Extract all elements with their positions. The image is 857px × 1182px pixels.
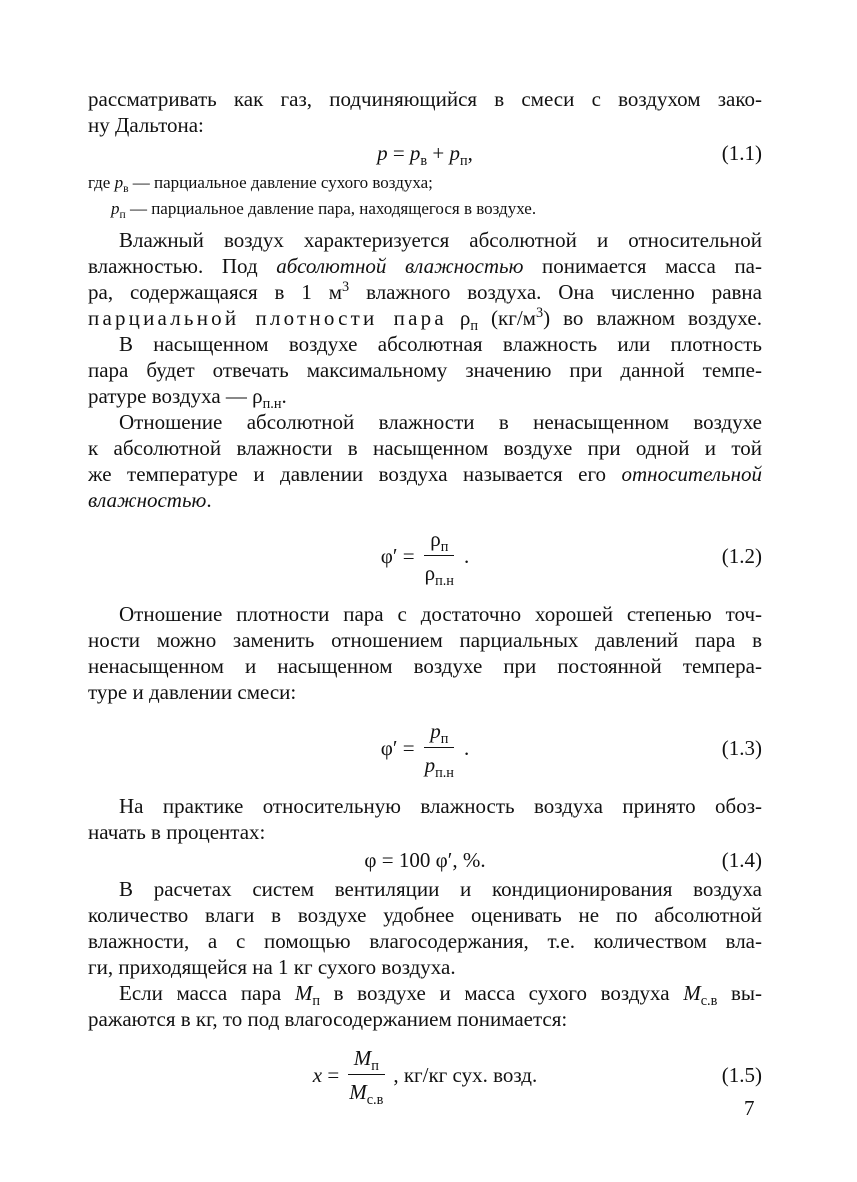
text-line xyxy=(88,253,762,279)
text-run: пара будет отвечать максимальному значению при данной темпе- xyxy=(88,358,762,382)
text-run: Отношение абсолютной влажности в ненасыщенном воздухе xyxy=(119,410,762,434)
text-line xyxy=(88,227,762,253)
subscript: п.н xyxy=(435,764,454,781)
page-body xyxy=(88,86,762,1120)
fraction xyxy=(343,1044,389,1107)
text-run: x xyxy=(312,1062,323,1087)
equation-number: (1.2) xyxy=(721,544,762,568)
equation-body xyxy=(88,138,762,169)
text-line xyxy=(88,876,762,902)
text-line xyxy=(88,928,762,954)
numerator xyxy=(424,717,454,748)
text-run: Если масса пара xyxy=(119,981,295,1005)
text-run: В насыщенном воздухе абсолютная влажность или плотность xyxy=(119,332,762,356)
equation-lhs xyxy=(381,544,415,569)
text-run: относительной xyxy=(621,462,762,486)
fraction xyxy=(419,525,460,588)
text-run: влажного воздуха. Она численно равна xyxy=(349,280,762,304)
subscript: п xyxy=(460,152,468,169)
text-run: ну Дальтона: xyxy=(88,113,204,137)
text-run: абсолютной влажностью xyxy=(276,254,524,278)
text-run: ρ xyxy=(430,526,441,551)
subscript: с.в xyxy=(700,992,718,1006)
text-run: вы- xyxy=(717,981,762,1005)
text-run: ρ xyxy=(424,560,436,585)
text-line xyxy=(88,409,762,435)
text-run: же температуре и давлении воздуха называется его xyxy=(88,462,622,486)
text-run: ражаются в кг, то под влагосодержанием понимается: xyxy=(88,1007,568,1031)
text-run: ) во влажном воздухе. xyxy=(543,306,762,330)
superscript: 3 xyxy=(535,305,544,322)
text-run: . xyxy=(463,543,470,568)
text-line xyxy=(88,653,762,679)
subscript: п xyxy=(440,730,449,747)
text-run: p xyxy=(430,718,441,743)
subscript: в xyxy=(123,182,129,195)
equation-number: (1.4) xyxy=(721,848,762,872)
text-run: M xyxy=(349,1079,367,1104)
equation-body xyxy=(88,711,762,785)
text-run: понимается масса па- xyxy=(523,254,762,278)
text-line xyxy=(88,902,762,928)
denominator xyxy=(419,748,460,780)
subscript: п.н xyxy=(262,395,282,409)
equation-number: (1.1) xyxy=(721,141,762,165)
fraction-equation xyxy=(88,1038,762,1112)
text-run: ратуре воздуха — ρ xyxy=(88,384,263,408)
text-run: p xyxy=(114,173,124,192)
subscript: в xyxy=(420,152,428,169)
text-line xyxy=(88,86,762,112)
text-run: рассматривать как газ, подчиняющийся в смеси с воздухом зако- xyxy=(88,87,762,111)
text-run: туре и давлении смеси: xyxy=(88,680,297,704)
subscript: п xyxy=(119,208,126,221)
equation-body xyxy=(88,1038,762,1112)
numerator xyxy=(348,1044,385,1075)
fraction-equation xyxy=(88,519,762,593)
text-run: где xyxy=(88,173,115,192)
text-run: Отношение плотности пара с достаточно хорошей степенью точ- xyxy=(119,602,762,626)
text-line xyxy=(88,679,762,705)
text-run: Влажный воздух характеризуется абсолютной и относительной xyxy=(119,228,762,252)
equation-body xyxy=(88,519,762,593)
text-line xyxy=(88,383,762,409)
text-run: φ = 100 φ′, %. xyxy=(364,848,486,872)
text-line xyxy=(88,1006,762,1032)
text-run: + xyxy=(427,141,450,165)
text-run: p xyxy=(449,141,461,165)
equation xyxy=(88,845,762,876)
text-line xyxy=(88,279,762,305)
text-run: ги, приходящейся на 1 кг сухого воздуха. xyxy=(88,955,456,979)
text-line xyxy=(88,980,762,1006)
subscript: п xyxy=(371,1057,379,1074)
equation-lhs xyxy=(381,736,415,761)
text-run: влажности, а с помощью влагосодержания, т.е. количеством вла- xyxy=(88,929,762,953)
text-run: , кг/кг сух. возд. xyxy=(393,1062,538,1087)
text-line xyxy=(88,819,762,845)
text-run: p xyxy=(377,141,388,165)
text-run: = xyxy=(387,141,410,165)
text-run: влажностью. Под xyxy=(88,254,277,278)
text-run: M xyxy=(294,981,313,1005)
equation-suffix xyxy=(393,1063,537,1088)
text-line xyxy=(88,487,762,513)
text-run: (кг/м xyxy=(478,306,536,330)
text-run: φ′ = xyxy=(380,735,415,760)
subscript: п xyxy=(312,992,320,1006)
definition-line xyxy=(88,169,762,195)
equation-suffix xyxy=(464,736,469,761)
equation-suffix xyxy=(464,544,469,569)
subscript: п xyxy=(440,538,449,555)
text-run: . xyxy=(206,488,212,512)
denominator xyxy=(343,1075,389,1107)
text-line xyxy=(88,601,762,627)
text-run: M xyxy=(353,1045,372,1070)
equation-body xyxy=(88,845,762,876)
numerator xyxy=(424,525,454,556)
subscript: п xyxy=(470,317,478,331)
text-run: к абсолютной влажности в насыщенном воздухе при одной и той xyxy=(88,436,762,460)
text-line xyxy=(88,793,762,819)
text-run: влажностью xyxy=(88,488,207,512)
text-run: . xyxy=(281,384,287,408)
text-run: — парциальное давление сухого воздуха; xyxy=(128,173,433,192)
text-run: парциальной плотности пара xyxy=(88,306,447,330)
text-run: — парциальное давление пара, находящегося в воздухе. xyxy=(125,199,537,218)
denominator xyxy=(419,556,460,588)
text-run: , xyxy=(467,141,473,165)
text-run: p xyxy=(409,141,421,165)
text-line xyxy=(88,461,762,487)
text-run: p xyxy=(424,752,436,777)
definition-line xyxy=(88,195,762,221)
text-run: начать в процентах: xyxy=(88,820,266,844)
subscript: п.н xyxy=(435,572,454,589)
text-run: ра, содержащаяся в 1 м xyxy=(88,280,343,304)
text-run: M xyxy=(683,981,701,1005)
page-number: 7 xyxy=(744,1096,755,1120)
fraction xyxy=(419,717,460,780)
text-line xyxy=(88,435,762,461)
fraction-equation xyxy=(88,711,762,785)
text-run: φ′ = xyxy=(380,543,415,568)
equation-lhs xyxy=(313,1063,339,1088)
text-line xyxy=(88,112,762,138)
subscript: с.в xyxy=(366,1091,384,1108)
superscript: 3 xyxy=(342,279,350,296)
text-line xyxy=(88,627,762,653)
text-run: p xyxy=(111,199,120,218)
text-line xyxy=(88,357,762,383)
text-run: ности можно заменить отношением парциальных давлений пара в xyxy=(88,628,762,652)
text-line xyxy=(88,954,762,980)
text-run: На практике относительную влажность воздуха принято обоз- xyxy=(119,794,762,818)
text-run: количество влаги в воздухе удобнее оценивать не по абсолютной xyxy=(88,903,762,927)
text-run: = xyxy=(322,1062,340,1087)
text-run: ρ xyxy=(446,306,471,330)
text-line xyxy=(88,305,762,331)
text-run: в воздухе и масса сухого воздуха xyxy=(319,981,684,1005)
text-line xyxy=(88,331,762,357)
equation xyxy=(88,138,762,169)
text-run: В расчетах систем вентиляции и кондиционирования воздуха xyxy=(119,877,762,901)
text-run: ненасыщенном и насыщенном воздухе при постоянной темпера- xyxy=(88,654,762,678)
equation-number: (1.3) xyxy=(721,736,762,760)
equation-number: (1.5) xyxy=(721,1063,762,1087)
text-run: . xyxy=(463,735,470,760)
